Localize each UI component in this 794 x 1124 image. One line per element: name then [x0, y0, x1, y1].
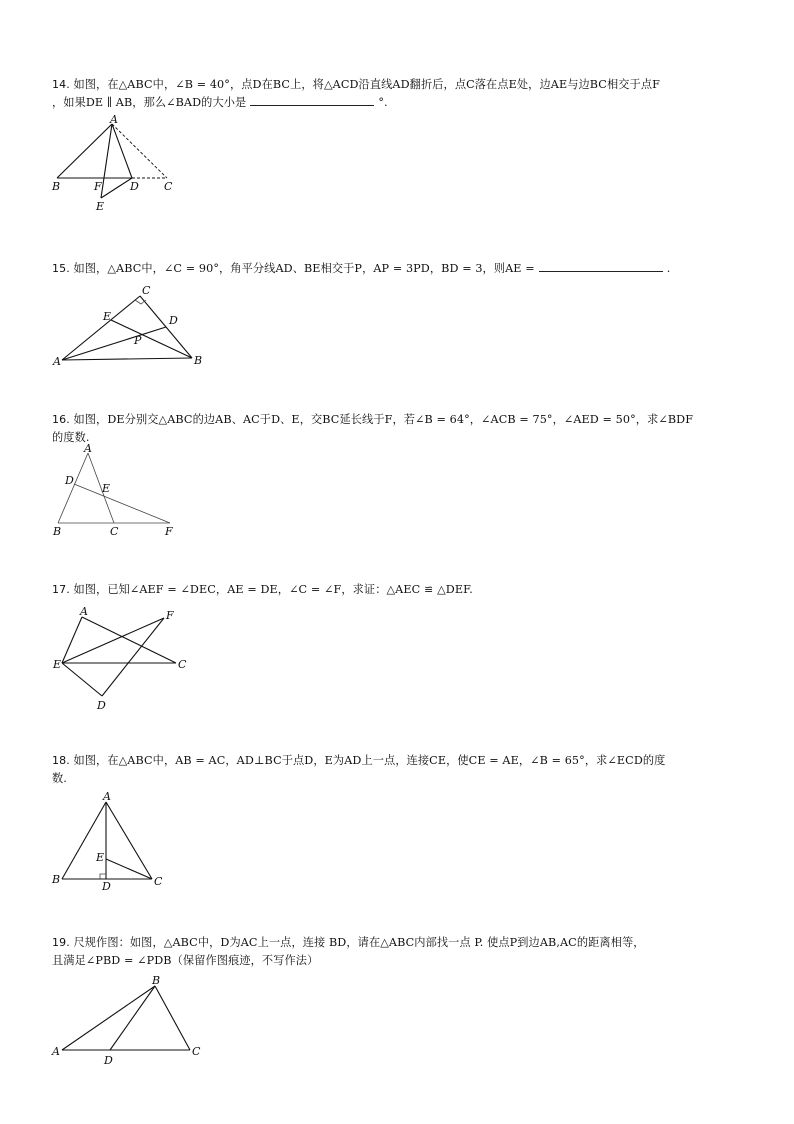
problem-14-text	[52, 76, 752, 112]
problem-number: 18.	[52, 754, 70, 767]
label-d: D	[104, 1054, 113, 1067]
label-a: A	[103, 790, 111, 803]
label-b: B	[194, 354, 203, 367]
label-f: F	[166, 609, 174, 622]
label-e: E	[53, 658, 62, 671]
problem-14-tail: °.	[378, 96, 388, 109]
segment-ab	[62, 802, 106, 879]
problem-14	[52, 76, 752, 213]
problem-19-line2: 且满足∠PBD = ∠PDB（保留作图痕迹，不写作法）	[52, 954, 319, 967]
label-a: A	[110, 113, 118, 126]
figure-16	[52, 442, 192, 547]
figure-15	[52, 282, 222, 372]
segment-be	[111, 320, 192, 358]
problem-19	[52, 934, 752, 1067]
problem-19-line1: 尺规作图：如图，△ABC中，D为AC上一点，连接 BD，请在△ABC内部找一点 P. 使点P到边AB,AC的距离相等，	[73, 936, 645, 949]
label-c: C	[142, 284, 151, 297]
problem-14-line2: ，如果DE ∥ AB，那么∠BAD的大小是	[52, 96, 247, 109]
label-e: E	[96, 200, 105, 213]
problem-15-text	[52, 260, 752, 278]
figure-19	[52, 976, 222, 1076]
problem-18-line2: 数.	[52, 772, 67, 785]
problem-16	[52, 411, 752, 538]
problem-15-line1: 如图，△ABC中，∠C = 90°，角平分线AD、BE相交于P，AP = 3PD，BD = 3，则AE =	[73, 262, 535, 275]
problem-18-text	[52, 752, 752, 788]
answer-blank[interactable]	[539, 260, 663, 272]
segment-ad	[62, 327, 166, 360]
label-p: P	[134, 334, 142, 347]
segment-ec	[106, 859, 152, 879]
problem-16-line1: 如图，DE分别交△ABC的边AB、AC于D、E，交BC延长线于F，若∠B = 64°，∠ACB = 75°，∠AED = 50°，求∠BDF	[73, 413, 694, 426]
label-b: B	[152, 974, 161, 987]
label-c: C	[164, 180, 173, 193]
segment-ac	[88, 453, 114, 523]
problem-number: 14.	[52, 78, 70, 91]
label-c: C	[178, 658, 187, 671]
segment-ac	[106, 802, 152, 879]
label-a: A	[84, 442, 92, 455]
label-a: A	[80, 605, 88, 618]
problem-16-line2: 的度数.	[52, 431, 90, 444]
problem-number: 16.	[52, 413, 70, 426]
label-e: E	[96, 851, 105, 864]
figure-14	[52, 113, 192, 228]
figure-17	[52, 603, 212, 713]
segment-ac-dashed	[112, 124, 167, 178]
figure-18	[52, 792, 182, 902]
problem-number: 17.	[52, 583, 70, 596]
label-c: C	[110, 525, 119, 538]
label-c: C	[154, 875, 163, 888]
label-b: B	[52, 180, 61, 193]
segment-bd	[110, 986, 155, 1050]
problem-number: 15.	[52, 262, 70, 275]
problem-14-line1: 如图，在△ABC中，∠B = 40°，点D在BC上，将△ACD沿直线AD翻折后，点C落在点E处，边AE与边BC相交于点F	[73, 78, 660, 91]
label-f: F	[165, 525, 173, 538]
problem-17	[52, 581, 752, 712]
segment-ad	[112, 124, 132, 178]
label-b: B	[53, 525, 62, 538]
problem-17-line1: 如图，已知∠AEF = ∠DEC，AE = DE，∠C = ∠F，求证：△AEC ≌ △DEF.	[73, 583, 473, 596]
problem-16-text	[52, 411, 752, 447]
problem-19-text	[52, 934, 752, 970]
segment-ab	[62, 986, 155, 1050]
problem-15-tail: .	[666, 262, 671, 275]
label-d: D	[169, 314, 178, 327]
label-c: C	[192, 1045, 201, 1058]
right-angle-mark	[100, 874, 106, 879]
label-a: A	[52, 1045, 60, 1058]
answer-blank[interactable]	[250, 94, 374, 106]
segment-ed	[62, 663, 102, 696]
segment-ab	[57, 124, 112, 178]
label-d: D	[130, 180, 139, 193]
label-e: E	[102, 482, 111, 495]
segment-ab	[62, 358, 192, 360]
problem-17-text	[52, 581, 752, 599]
segment-ae	[101, 124, 112, 198]
label-f: F	[94, 180, 102, 193]
problem-15	[52, 260, 752, 368]
problem-number: 19.	[52, 936, 70, 949]
problem-18	[52, 752, 752, 893]
label-a: A	[53, 355, 61, 368]
problem-18-line1: 如图，在△ABC中，AB = AC，AD⊥BC于点D，E为AD上一点，连接CE，使CE = AE，∠B = 65°，求∠ECD的度	[73, 754, 666, 767]
segment-ac	[82, 617, 176, 663]
label-d: D	[97, 699, 106, 712]
label-d: D	[65, 474, 74, 487]
label-e: E	[103, 310, 112, 323]
segment-df	[74, 484, 170, 523]
segment-df	[102, 618, 164, 696]
segment-ed	[101, 178, 132, 198]
label-b: B	[52, 873, 61, 886]
segment-bc	[155, 986, 190, 1050]
label-d: D	[102, 880, 111, 893]
segment-ef	[62, 618, 164, 663]
